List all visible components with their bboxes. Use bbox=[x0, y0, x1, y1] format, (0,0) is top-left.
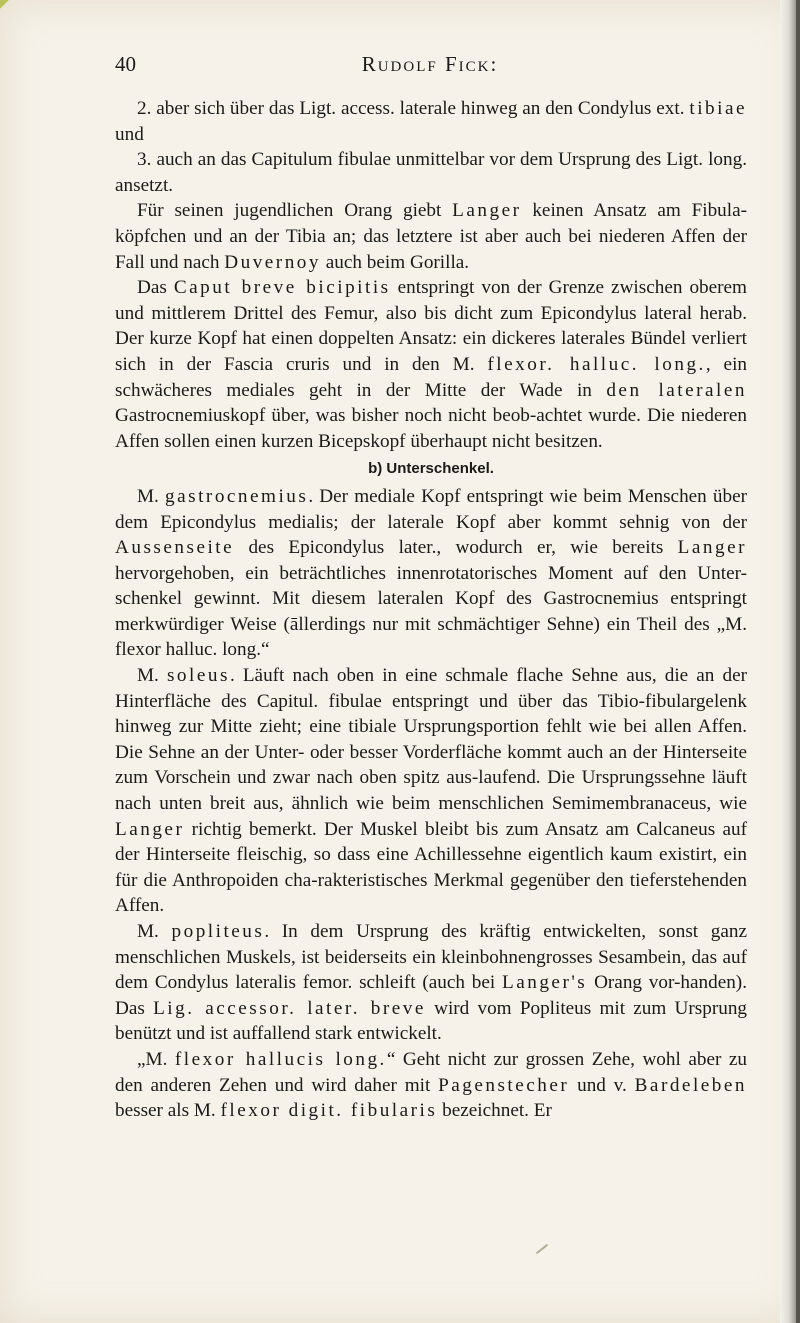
text-run: auch beim Gorilla. bbox=[320, 251, 470, 273]
text-run: . Läuft nach oben in eine schmale flache Sehne aus, die an der Hinterfläche des Capitul. fibulae entspringt und über das Tibio-fibulargelenk hinweg zur Mitte zieht; eine tibiale Ursprungsportion fehlt wie bei allen Affen. Die Sehne an der Unter- oder besser Vorderfläche kommt auch an der Hinterseite zum Vorschein und zwar nach oben spitz aus-laufend. Die Ursprungssehne läuft nach unten breit aus, ähnlich wie beim menschlichen Semimembranaceus, wie bbox=[115, 665, 747, 815]
spaced-text-run: soleus bbox=[166, 665, 230, 687]
text-run: M. bbox=[137, 485, 166, 507]
text-run: entspringt von der Grenze zwischen oberem und mittlerem Drittel des Femur, also bis dicht zum Epicondylus lateral herab. Der kurze Kopf hat einen doppelten Ansatz: ein dickeres laterales Bündel verliert sich in der Fascia cruris und in den M. bbox=[115, 277, 747, 375]
spaced-text-run: Caput breve bicipitis bbox=[173, 277, 391, 299]
text-run: „M. bbox=[137, 1048, 175, 1070]
text-run: M. bbox=[137, 921, 172, 942]
running-head: Rudolf Fick: bbox=[361, 52, 499, 76]
text-run: Für seinen jugendlichen Orang giebt bbox=[137, 200, 453, 222]
text-run: . In dem Ursprung des kräftig entwickelten, sonst ganz menschlichen Muskels, ist beiderseits ein kleinbohnengrosses Sesambein, das auf dem Condylus lateralis femor. schleift (auch bei bbox=[115, 921, 747, 994]
section-heading: b) Unterschenkel. bbox=[368, 460, 494, 478]
spaced-text-run: Lig. accessor. later. breve bbox=[153, 997, 426, 1019]
text-run: wird vom Popliteus mit zum Ursprung benützt und ist auffallend stark entwickelt. bbox=[115, 997, 748, 1045]
text-run: . Der mediale Kopf entspringt wie beim Menschen über dem Epicondylus medialis; der laterale Kopf aber kommt sehnig von der bbox=[115, 485, 748, 533]
text-run: und v. bbox=[569, 1074, 635, 1096]
spaced-text-run: tibiae bbox=[689, 98, 747, 119]
spaced-text-run: gastrocnemius bbox=[165, 485, 309, 507]
scan-speck bbox=[536, 1244, 548, 1254]
page-number: 40 bbox=[115, 52, 136, 76]
body-text bbox=[115, 96, 747, 1124]
scan-corner-mark bbox=[0, 0, 40, 30]
spaced-text-run: Duvernoy bbox=[224, 251, 321, 273]
spaced-text-run: den lateralen bbox=[606, 379, 748, 401]
page-header bbox=[115, 52, 745, 82]
spaced-text-run: Langer's bbox=[502, 972, 588, 994]
spaced-text-run: Langer bbox=[452, 200, 522, 222]
text-run: des Epicondylus later., wodurch er, wie bereits bbox=[234, 537, 678, 559]
text-run: und bbox=[115, 123, 144, 145]
text-run: richtig bemerkt. Der Muskel bleibt bis zum Ansatz am Calcaneus auf der Hinterseite fleischig, so dass eine Achillessehne eigentlich kaum existirt, ein für die Anthropoiden cha-rakteristisches Merkmal gegenüber den tieferstehenden Affen. bbox=[115, 818, 747, 917]
scan-edge-shadow bbox=[796, 0, 800, 1323]
text-run: , ein schwächeres mediales geht in der Mitte der Wade in bbox=[115, 353, 747, 401]
text-run: “ Geht nicht zur grossen Zehe, wohl aber zu den anderen Zehen und wird daher mit bbox=[115, 1048, 747, 1096]
spaced-text-run: flexor. halluc. long. bbox=[487, 353, 706, 375]
spaced-text-run: Langer bbox=[115, 818, 185, 840]
text-run: Das bbox=[137, 277, 174, 299]
text-run: besser als M. bbox=[115, 1100, 221, 1122]
text-run: keinen Ansatz am Fibula-köpfchen und an der Tibia an; das letztere ist aber auch bei niederen Affen der Fall und nach bbox=[115, 200, 748, 273]
spaced-text-run: popliteus bbox=[171, 921, 265, 942]
text-run: hervorgehoben, ein beträchtliches innenrotatorisches Moment auf den Unter-schenkel gewinnt. Mit diesem lateralen Kopf des Gastrocnemius entspringt merkwürdiger Weise (āllerdings nur mit schmächtiger Sehne) ein Theil des „M. flexor halluc. long.“ bbox=[115, 562, 747, 661]
paragraph-4 bbox=[115, 275, 747, 454]
paragraph-5 bbox=[115, 484, 747, 663]
spaced-text-run: flexor digit. fibularis bbox=[220, 1100, 438, 1122]
paragraph-3 bbox=[115, 198, 747, 275]
spaced-text-run: flexor hallucis long. bbox=[174, 1048, 387, 1070]
text-run: M. bbox=[137, 665, 167, 687]
spaced-text-run: Bardeleben bbox=[634, 1074, 747, 1096]
spaced-text-run: Pagenstecher bbox=[438, 1074, 570, 1096]
spaced-text-run: Aussenseite bbox=[115, 537, 235, 559]
text-run: bezeichnet. Er bbox=[437, 1100, 552, 1122]
text-run: Gastrocnemiuskopf über, was bisher noch nicht beob-achtet wurde. Die niederen Affen sollen einen kurzen Bicepskopf überhaupt nicht besitzen. bbox=[115, 405, 747, 452]
spaced-text-run: Langer bbox=[677, 537, 747, 559]
paragraph-7 bbox=[115, 919, 747, 1047]
paragraph-8 bbox=[115, 1047, 747, 1124]
paragraph-1 bbox=[115, 96, 747, 147]
text-run: 3. auch an das Capitulum fibulae unmittelbar vor dem Ursprung des Ligt. long. ansetzt. bbox=[115, 149, 747, 196]
paragraph-6 bbox=[115, 663, 747, 919]
text-run: Orang vor-handen). Das bbox=[115, 972, 747, 1019]
text-run: 2. aber sich über das Ligt. access. laterale hinweg an den Condylus ext. bbox=[137, 98, 690, 119]
paragraph-2 bbox=[115, 147, 747, 198]
